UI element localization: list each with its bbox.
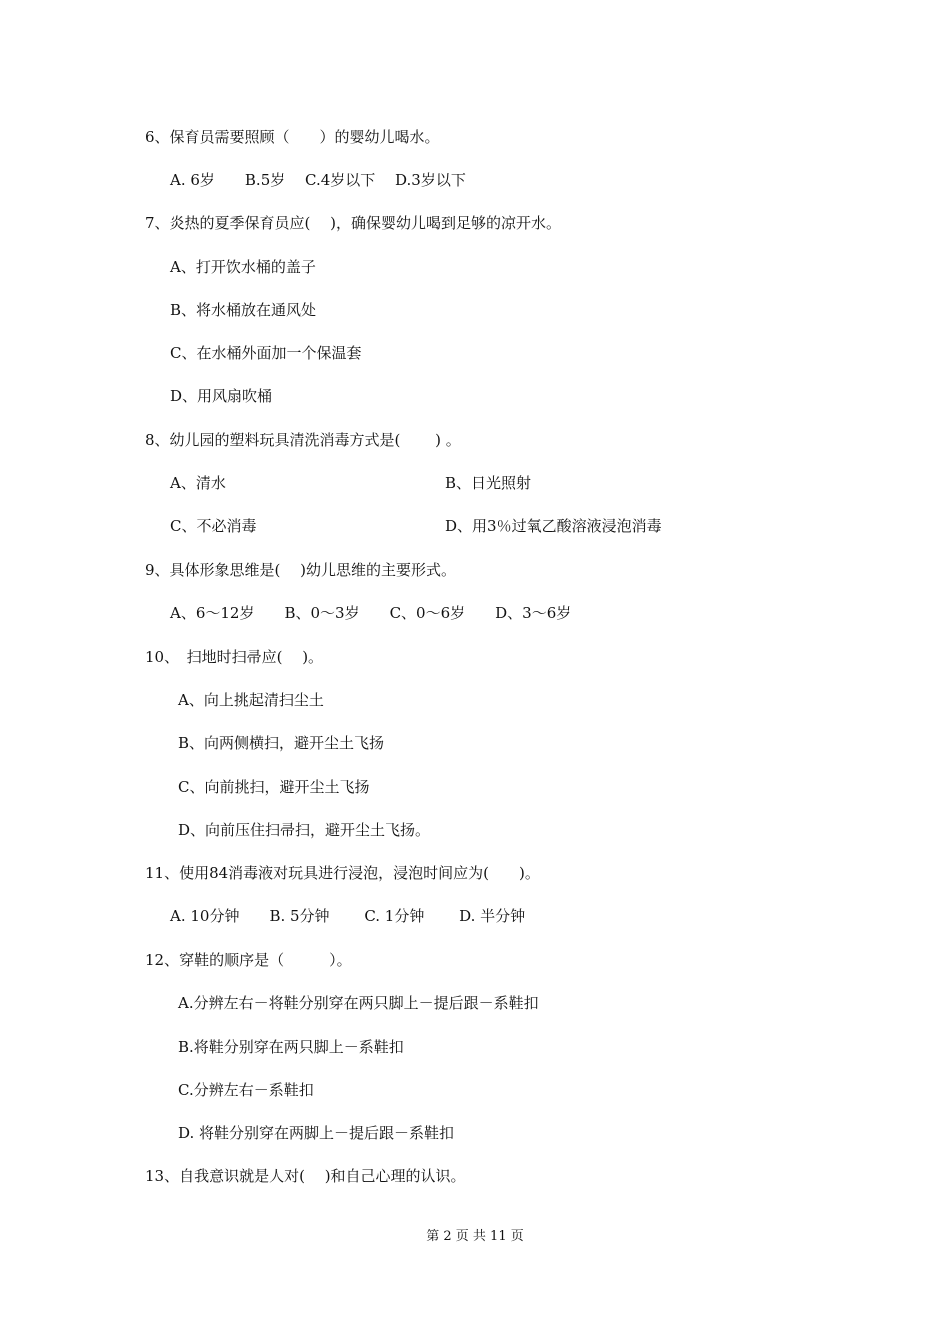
question-6-stem: 6、保育员需要照顾（ ）的婴幼儿喝水。 xyxy=(145,128,440,146)
question-12-option-d: D. 将鞋分别穿在两脚上－提后跟－系鞋扣 xyxy=(178,1124,455,1142)
question-10-stem: 10、 扫地时扫帚应( )。 xyxy=(145,648,324,666)
page-number-footer: 第 2 页 共 11 页 xyxy=(426,1229,524,1244)
question-11-options: A. 10分钟 B. 5分钟 C. 1分钟 D. 半分钟 xyxy=(170,907,526,925)
question-9-stem: 9、具体形象思维是( )幼儿思维的主要形式。 xyxy=(145,561,457,579)
question-7-option-b: B、将水桶放在通风处 xyxy=(170,301,317,319)
question-8-option-b: B、日光照射 xyxy=(445,474,532,492)
question-7-option-a: A、打开饮水桶的盖子 xyxy=(170,258,316,276)
question-7-option-c: C、在水桶外面加一个保温套 xyxy=(170,344,362,362)
question-7-option-d: D、用风扇吹桶 xyxy=(170,387,273,405)
question-12-option-c: C.分辨左右－系鞋扣 xyxy=(178,1081,314,1099)
question-10-option-a: A、向上挑起清扫尘土 xyxy=(178,691,324,709)
question-10-option-b: B、向两侧横扫，避开尘土飞扬 xyxy=(178,734,385,752)
question-12-option-b: B.将鞋分别穿在两只脚上－系鞋扣 xyxy=(178,1038,404,1056)
question-13-stem: 13、自我意识就是人对( )和自己心理的认识。 xyxy=(145,1167,466,1185)
question-8-option-d: D、用3％过氧乙酸溶液浸泡消毒 xyxy=(445,517,662,535)
question-9-options: A、6～12岁 B、0～3岁 C、0～6岁 D、3～6岁 xyxy=(170,604,572,622)
question-8-stem: 8、幼儿园的塑料玩具清洗消毒方式是( ) 。 xyxy=(145,431,461,449)
question-7-stem: 7、炎热的夏季保育员应( )，确保婴幼儿喝到足够的凉开水。 xyxy=(145,214,562,232)
question-8-option-a: A、清水 xyxy=(170,474,226,492)
question-11-stem: 11、使用84消毒液对玩具进行浸泡，浸泡时间应为( )。 xyxy=(145,864,540,882)
question-12-option-a: A.分辨左右－将鞋分别穿在两只脚上－提后跟－系鞋扣 xyxy=(178,994,539,1012)
question-8-option-c: C、不必消毒 xyxy=(170,517,257,535)
question-10-option-d: D、向前压住扫帚扫，避开尘土飞扬。 xyxy=(178,821,431,839)
question-12-stem: 12、穿鞋的顺序是（ ）。 xyxy=(145,951,352,969)
question-6-options: A. 6岁 B.5岁 C.4岁以下 D.3岁以下 xyxy=(170,171,466,189)
question-10-option-c: C、向前挑扫，避开尘土飞扬 xyxy=(178,778,370,796)
